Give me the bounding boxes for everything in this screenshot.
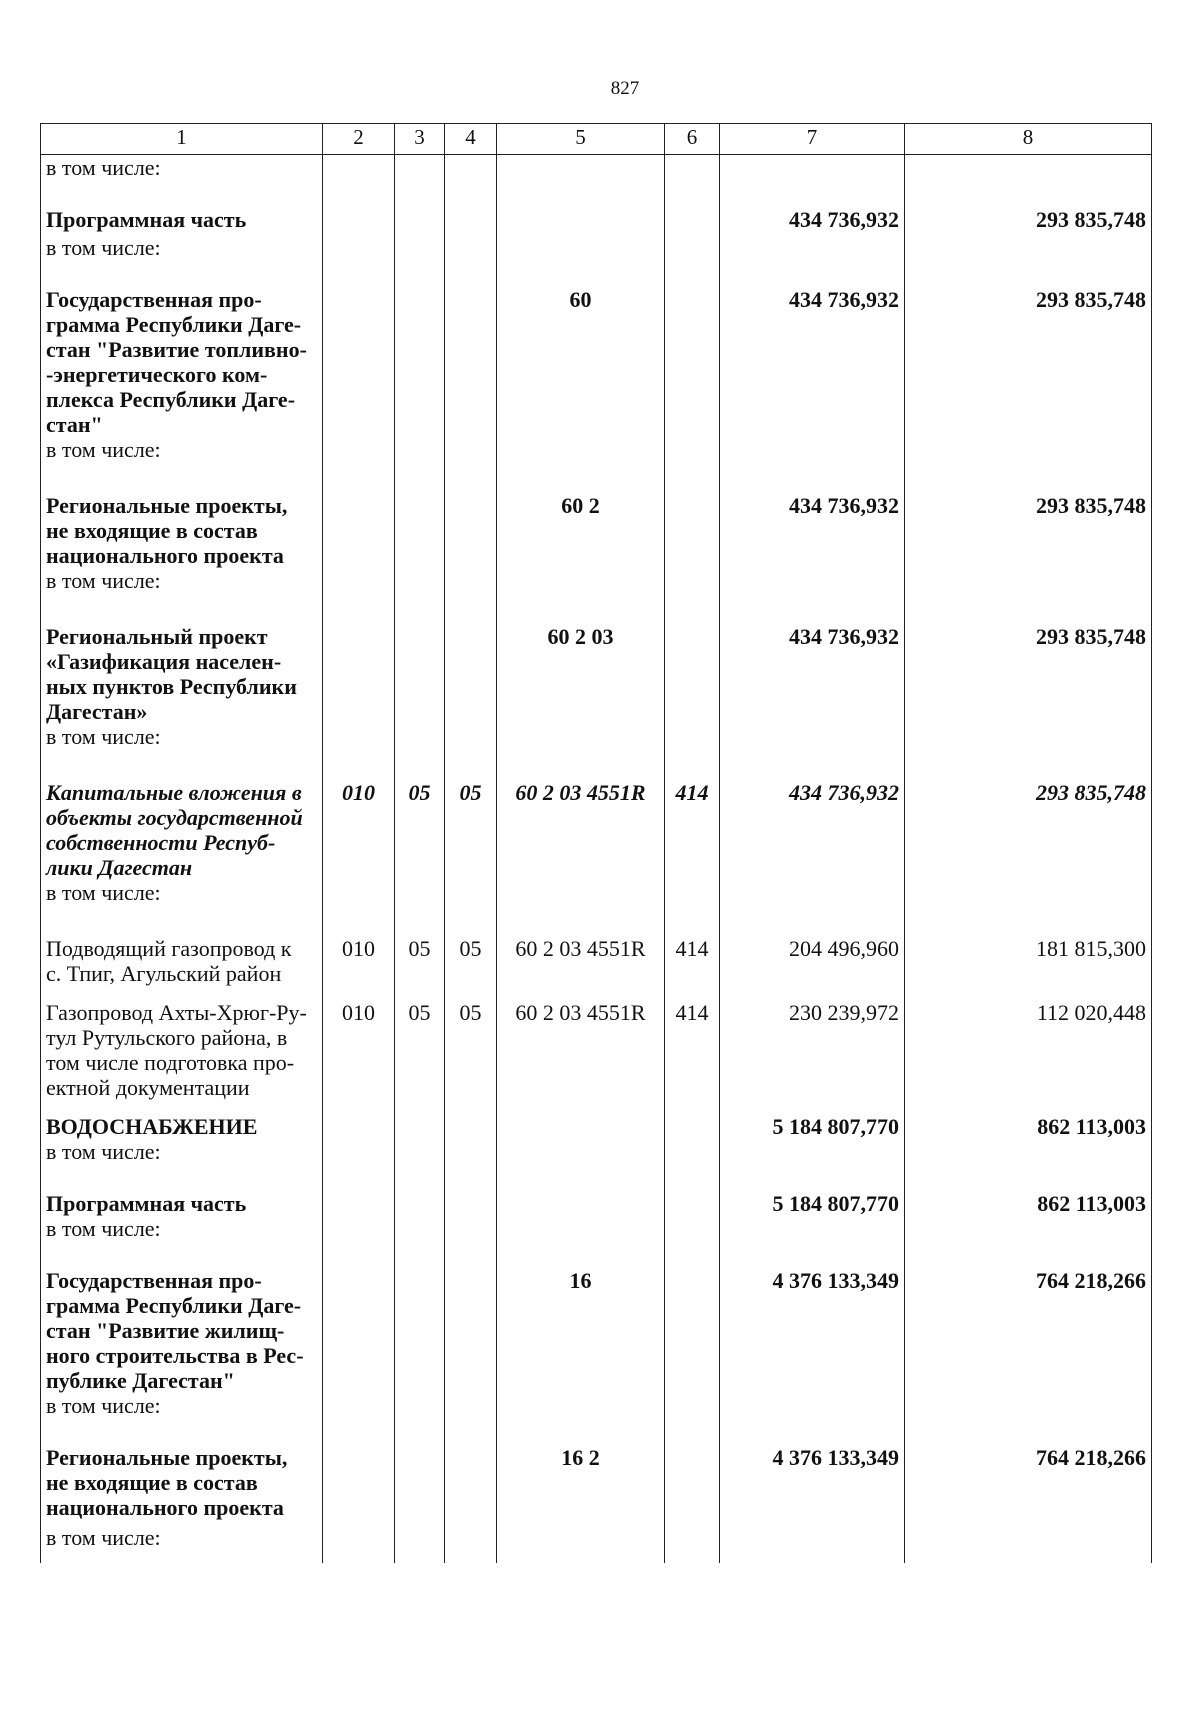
expense-type-cell: [665, 1393, 720, 1431]
table-row: [41, 986, 1152, 1100]
expense-type-cell: [665, 1431, 720, 1525]
amount-year-2-cell: 764 218,266: [905, 1254, 1152, 1393]
amount-year-1-cell: 5 184 807,770: [720, 1100, 905, 1139]
target-article-cell: [497, 235, 665, 273]
row-name-cell: в том числе:: [41, 437, 323, 479]
table-row: [41, 610, 1152, 724]
subsection-2-cell: [445, 610, 497, 724]
target-article-cell: [497, 1139, 665, 1177]
subsection-2-cell: [445, 1216, 497, 1254]
subsection-2-cell: [445, 273, 497, 437]
subsection-2-cell: [445, 437, 497, 479]
subsection-code-cell: [395, 437, 445, 479]
row-name-cell: в том числе:: [41, 1525, 323, 1563]
section-code-cell: [323, 479, 395, 568]
expense-type-cell: [665, 1177, 720, 1216]
note-row: [41, 724, 1152, 766]
subsection-2-cell: 05: [445, 766, 497, 880]
row-name-cell: Подводящий газопровод к с. Тпиг, Агульский район: [41, 922, 323, 986]
subsection-code-cell: [395, 568, 445, 610]
subsection-code-cell: [395, 1525, 445, 1563]
subsection-code-cell: [395, 1393, 445, 1431]
subsection-code-cell: [395, 1216, 445, 1254]
amount-year-1-cell: 4 376 133,349: [720, 1254, 905, 1393]
note-row: [41, 1393, 1152, 1431]
amount-year-2-cell: 293 835,748: [905, 766, 1152, 880]
target-article-cell: 16: [497, 1254, 665, 1393]
row-name-cell: Капитальные вложения в объекты государственной собственности Респуб- лики Дагестан: [41, 766, 323, 880]
amount-year-1-cell: 4 376 133,349: [720, 1431, 905, 1525]
subsection-code-cell: [395, 479, 445, 568]
row-name-cell: в том числе:: [41, 568, 323, 610]
amount-year-2-cell: 293 835,748: [905, 193, 1152, 235]
subsection-code-cell: [395, 724, 445, 766]
budget-table: [40, 123, 1152, 1563]
table-body: [41, 155, 1152, 1563]
target-article-cell: [497, 155, 665, 193]
section-code-cell: [323, 1525, 395, 1563]
expense-type-cell: [665, 724, 720, 766]
note-row: [41, 155, 1152, 193]
amount-year-1-cell: [720, 724, 905, 766]
amount-year-2-cell: [905, 155, 1152, 193]
expense-type-cell: [665, 1216, 720, 1254]
amount-year-2-cell: [905, 1216, 1152, 1254]
note-row: [41, 437, 1152, 479]
row-name-cell: в том числе:: [41, 155, 323, 193]
section-code-cell: [323, 235, 395, 273]
target-article-cell: [497, 880, 665, 922]
expense-type-cell: [665, 1139, 720, 1177]
section-code-cell: [323, 880, 395, 922]
expense-type-cell: 414: [665, 986, 720, 1100]
amount-year-2-cell: [905, 724, 1152, 766]
subsection-code-cell: [395, 880, 445, 922]
amount-year-2-cell: 293 835,748: [905, 610, 1152, 724]
target-article-cell: [497, 193, 665, 235]
section-code-cell: [323, 568, 395, 610]
subsection-2-cell: 05: [445, 986, 497, 1100]
section-code-cell: [323, 1100, 395, 1139]
amount-year-1-cell: 434 736,932: [720, 479, 905, 568]
target-article-cell: [497, 1525, 665, 1563]
expense-type-cell: [665, 1254, 720, 1393]
amount-year-2-cell: 181 815,300: [905, 922, 1152, 986]
row-name-cell: Региональные проекты, не входящие в состав национального проекта: [41, 1431, 323, 1525]
amount-year-1-cell: 434 736,932: [720, 766, 905, 880]
expense-type-cell: 414: [665, 922, 720, 986]
table-row: [41, 273, 1152, 437]
table-header-row: [41, 124, 1152, 155]
amount-year-1-cell: 434 736,932: [720, 273, 905, 437]
section-code-cell: 010: [323, 986, 395, 1100]
subsection-code-cell: 05: [395, 986, 445, 1100]
subsection-2-cell: [445, 724, 497, 766]
section-code-cell: 010: [323, 766, 395, 880]
target-article-cell: 60 2 03 4551R: [497, 766, 665, 880]
column-header-6: 6: [665, 124, 720, 155]
column-header-4: 4: [445, 124, 497, 155]
amount-year-2-cell: 293 835,748: [905, 273, 1152, 437]
row-name-cell: в том числе:: [41, 880, 323, 922]
row-name-cell: Региональный проект «Газификация населен- ных пунктов Республики Дагестан»: [41, 610, 323, 724]
target-article-cell: [497, 1177, 665, 1216]
row-name-cell: Региональные проекты, не входящие в состав национального проекта: [41, 479, 323, 568]
subsection-2-cell: [445, 1254, 497, 1393]
expense-type-cell: [665, 880, 720, 922]
amount-year-2-cell: 764 218,266: [905, 1431, 1152, 1525]
subsection-2-cell: [445, 479, 497, 568]
subsection-2-cell: [445, 568, 497, 610]
subsection-2-cell: [445, 1431, 497, 1525]
section-code-cell: [323, 1177, 395, 1216]
subsection-code-cell: [395, 610, 445, 724]
table-row: [41, 766, 1152, 880]
target-article-cell: 60 2 03 4551R: [497, 986, 665, 1100]
subsection-2-cell: [445, 880, 497, 922]
expense-type-cell: [665, 1100, 720, 1139]
section-code-cell: [323, 1139, 395, 1177]
note-row: [41, 1139, 1152, 1177]
amount-year-1-cell: [720, 235, 905, 273]
subsection-code-cell: 05: [395, 922, 445, 986]
target-article-cell: [497, 1100, 665, 1139]
row-name-cell: в том числе:: [41, 235, 323, 273]
column-header-3: 3: [395, 124, 445, 155]
target-article-cell: 60 2 03: [497, 610, 665, 724]
expense-type-cell: [665, 273, 720, 437]
subsection-2-cell: [445, 1525, 497, 1563]
amount-year-1-cell: [720, 1393, 905, 1431]
subsection-code-cell: [395, 235, 445, 273]
amount-year-2-cell: [905, 1139, 1152, 1177]
note-row: [41, 235, 1152, 273]
target-article-cell: [497, 568, 665, 610]
target-article-cell: [497, 1393, 665, 1431]
column-header-5: 5: [497, 124, 665, 155]
subsection-code-cell: [395, 1100, 445, 1139]
amount-year-2-cell: [905, 1525, 1152, 1563]
section-code-cell: [323, 193, 395, 235]
row-name-cell: в том числе:: [41, 724, 323, 766]
amount-year-1-cell: [720, 437, 905, 479]
amount-year-1-cell: [720, 1216, 905, 1254]
amount-year-2-cell: 293 835,748: [905, 479, 1152, 568]
subsection-code-cell: [395, 1139, 445, 1177]
amount-year-1-cell: 434 736,932: [720, 610, 905, 724]
target-article-cell: [497, 1216, 665, 1254]
note-row: [41, 1216, 1152, 1254]
amount-year-2-cell: [905, 1393, 1152, 1431]
row-name-cell: Газопровод Ахты-Хрюг-Ру- тул Рутульского района, в том числе подготовка про- ектной документации: [41, 986, 323, 1100]
section-code-cell: [323, 1216, 395, 1254]
section-code-cell: [323, 437, 395, 479]
table-row: [41, 1100, 1152, 1139]
subsection-2-cell: [445, 155, 497, 193]
note-row: [41, 568, 1152, 610]
amount-year-1-cell: [720, 155, 905, 193]
expense-type-cell: [665, 193, 720, 235]
row-name-cell: в том числе:: [41, 1216, 323, 1254]
amount-year-1-cell: 5 184 807,770: [720, 1177, 905, 1216]
target-article-cell: 16 2: [497, 1431, 665, 1525]
subsection-2-cell: [445, 1393, 497, 1431]
amount-year-1-cell: [720, 568, 905, 610]
section-code-cell: [323, 724, 395, 766]
row-name-cell: в том числе:: [41, 1139, 323, 1177]
subsection-code-cell: [395, 1177, 445, 1216]
expense-type-cell: [665, 1525, 720, 1563]
amount-year-2-cell: [905, 235, 1152, 273]
amount-year-2-cell: 112 020,448: [905, 986, 1152, 1100]
expense-type-cell: 414: [665, 766, 720, 880]
subsection-2-cell: [445, 1177, 497, 1216]
table-row: [41, 1254, 1152, 1393]
subsection-code-cell: 05: [395, 766, 445, 880]
note-row: [41, 1525, 1152, 1563]
row-name-cell: в том числе:: [41, 1393, 323, 1431]
subsection-2-cell: 05: [445, 922, 497, 986]
section-code-cell: [323, 155, 395, 193]
amount-year-1-cell: [720, 1525, 905, 1563]
expense-type-cell: [665, 568, 720, 610]
amount-year-1-cell: 204 496,960: [720, 922, 905, 986]
amount-year-1-cell: 230 239,972: [720, 986, 905, 1100]
section-code-cell: 010: [323, 922, 395, 986]
note-row: [41, 880, 1152, 922]
expense-type-cell: [665, 235, 720, 273]
expense-type-cell: [665, 479, 720, 568]
target-article-cell: [497, 724, 665, 766]
row-name-cell: Государственная про- грамма Республики Даге- стан "Развитие топливно- -энергетического ком- плекса Республики Даге- стан": [41, 273, 323, 437]
table-row: [41, 479, 1152, 568]
amount-year-2-cell: [905, 880, 1152, 922]
table-row: [41, 193, 1152, 235]
amount-year-2-cell: [905, 568, 1152, 610]
subsection-code-cell: [395, 1254, 445, 1393]
subsection-code-cell: [395, 155, 445, 193]
amount-year-1-cell: 434 736,932: [720, 193, 905, 235]
amount-year-2-cell: [905, 437, 1152, 479]
amount-year-1-cell: [720, 1139, 905, 1177]
page-number: 827: [610, 78, 640, 99]
section-code-cell: [323, 273, 395, 437]
section-code-cell: [323, 1431, 395, 1525]
amount-year-2-cell: 862 113,003: [905, 1100, 1152, 1139]
row-name-cell: Программная часть: [41, 193, 323, 235]
section-code-cell: [323, 1393, 395, 1431]
table-row: [41, 1431, 1152, 1525]
column-header-8: 8: [905, 124, 1152, 155]
target-article-cell: [497, 437, 665, 479]
target-article-cell: 60 2 03 4551R: [497, 922, 665, 986]
amount-year-1-cell: [720, 880, 905, 922]
target-article-cell: 60: [497, 273, 665, 437]
subsection-code-cell: [395, 1431, 445, 1525]
expense-type-cell: [665, 155, 720, 193]
table-row: [41, 1177, 1152, 1216]
table-row: [41, 922, 1152, 986]
section-code-cell: [323, 1254, 395, 1393]
subsection-code-cell: [395, 193, 445, 235]
subsection-2-cell: [445, 235, 497, 273]
subsection-2-cell: [445, 1139, 497, 1177]
column-header-1: 1: [41, 124, 323, 155]
subsection-2-cell: [445, 193, 497, 235]
subsection-2-cell: [445, 1100, 497, 1139]
section-code-cell: [323, 610, 395, 724]
row-name-cell: Государственная про- грамма Республики Даге- стан "Развитие жилищ- ного строительства в Рес- публике Дагестан": [41, 1254, 323, 1393]
column-header-7: 7: [720, 124, 905, 155]
row-name-cell: Программная часть: [41, 1177, 323, 1216]
column-header-2: 2: [323, 124, 395, 155]
subsection-code-cell: [395, 273, 445, 437]
amount-year-2-cell: 862 113,003: [905, 1177, 1152, 1216]
expense-type-cell: [665, 437, 720, 479]
row-name-cell: ВОДОСНАБЖЕНИЕ: [41, 1100, 323, 1139]
target-article-cell: 60 2: [497, 479, 665, 568]
expense-type-cell: [665, 610, 720, 724]
